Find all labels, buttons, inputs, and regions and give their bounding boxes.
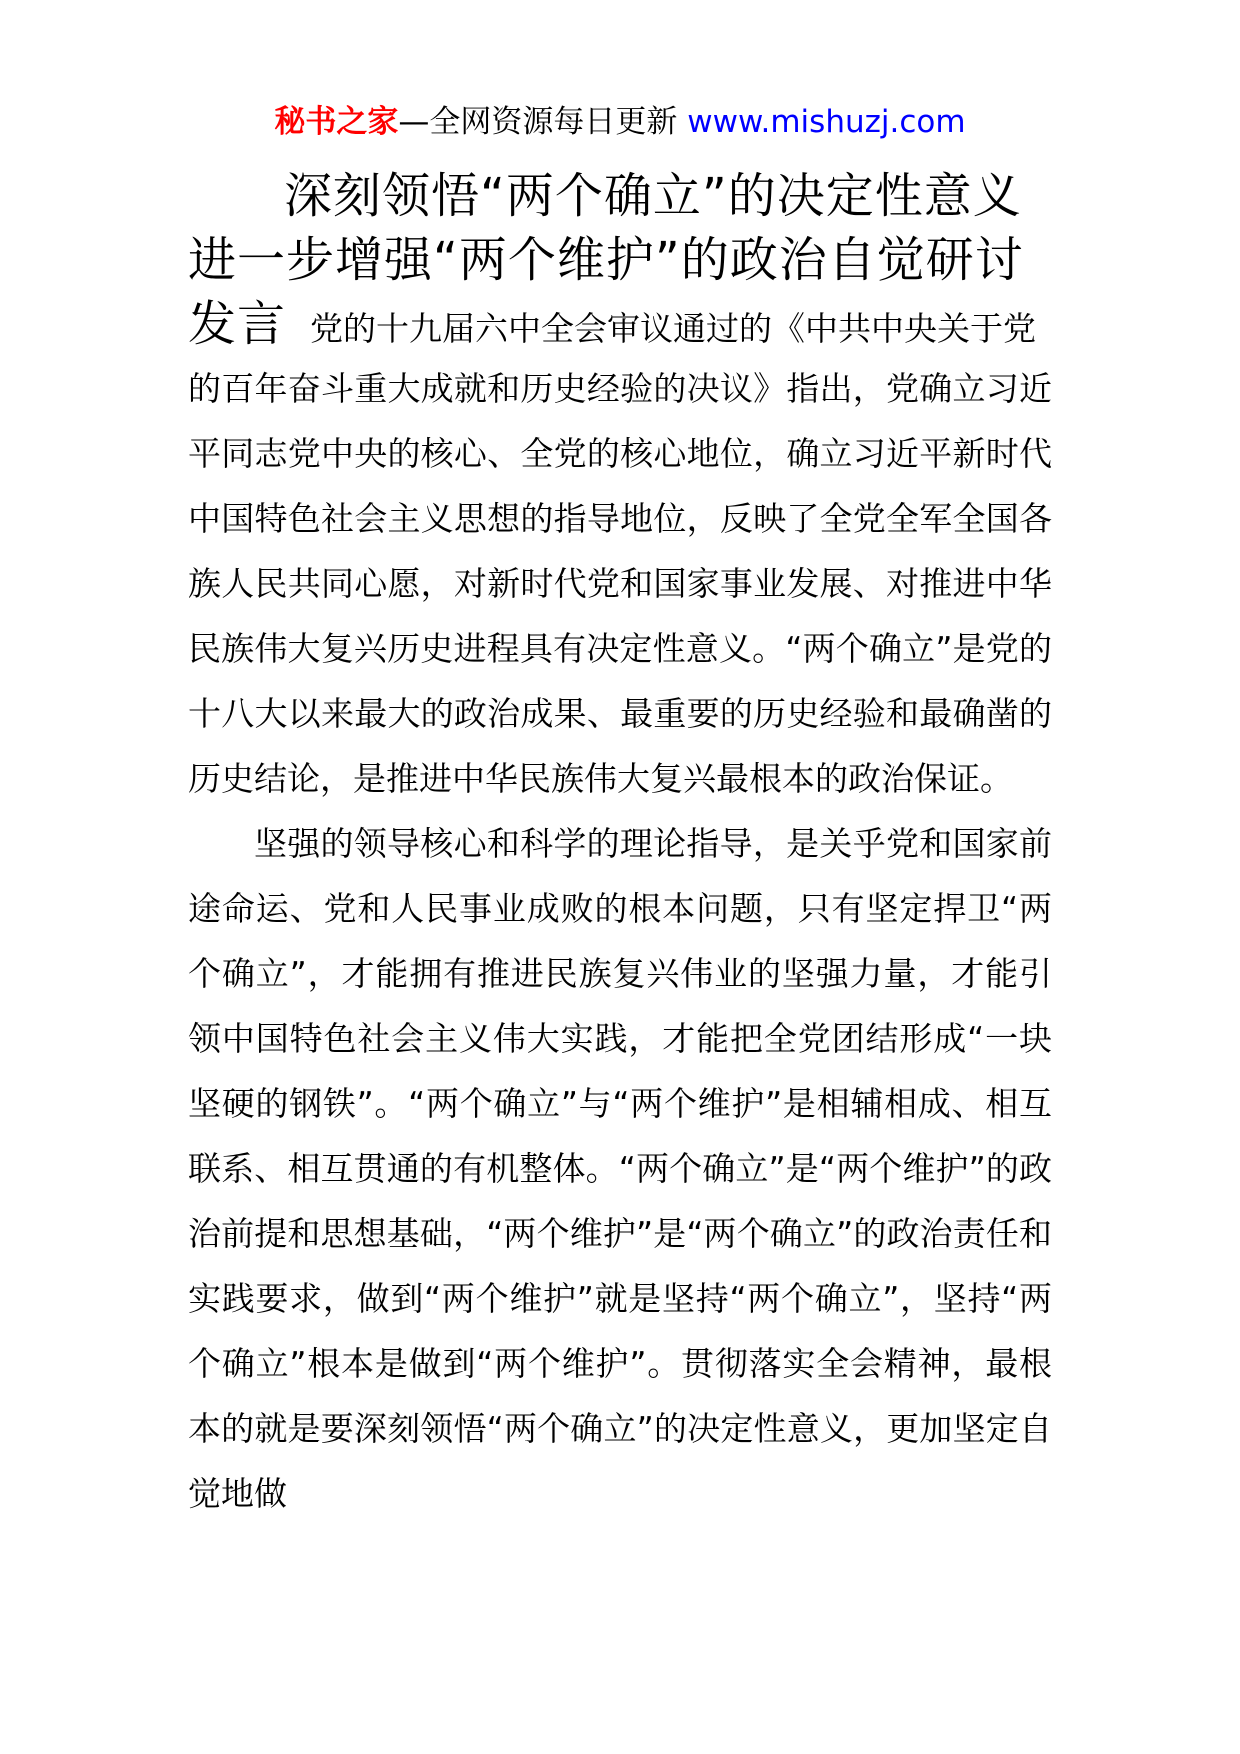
page-header [0, 100, 1240, 144]
document-title-line-1: 深刻领悟“两个确立”的决定性意义 [284, 168, 1022, 224]
site-url[interactable]: www.mishuzj.com [687, 104, 966, 140]
paragraph-2: 坚强的领导核心和科学的理论指导，是关乎党和国家前途命运、党和人民事业成败的根本问题，只有坚定捍卫“两个确立”，才能拥有推进民族复兴伟业的坚强力量，才能引领中国特色社会主义伟大实践，才能把全党团结形成“一块坚硬的钢铁”。“两个确立”与“两个维护”是相辅相成、相互联系、相互贯通的有机整体。“两个确立”是“两个维护”的政治前提和思想基础，“两个维护”是“两个确立”的政治责任和实践要求，做到“两个维护”就是坚持“两个确立”，坚持“两个确立”根本是做到“两个维护”。贯彻落实全会精神，最根本的就是要深刻领悟“两个确立”的决定性意义，更加坚定自觉地做 [188, 824, 1052, 1513]
header-tagline: —全网资源每日更新 [398, 104, 688, 140]
paragraph-1-start: 党的十九届六中全会审议通过的《中共中央关于党 [310, 309, 1037, 348]
paragraph-1: 的百年奋斗重大成就和历史经验的决议》指出，党确立习近平同志党中央的核心、全党的核心地位，确立习近平新时代中国特色社会主义思想的指导地位，反映了全党全军全国各族人民共同心愿，对新时代党和国家事业发展、对推进中华民族伟大复兴历史进程具有决定性意义。“两个确立”是党的十八大以来最大的政治成果、最重要的历史经验和最确凿的历史结论，是推进中华民族伟大复兴最根本的政治保证。 [188, 369, 1052, 798]
document-title-line-2: 进一步增强“两个维护”的政治自觉研讨 [188, 232, 1024, 288]
document-body [188, 164, 1052, 1526]
title-and-paragraph-start [188, 292, 1052, 356]
brand-name: 秘书之家 [274, 104, 399, 140]
document-title-line-3: 发言 [188, 296, 287, 352]
